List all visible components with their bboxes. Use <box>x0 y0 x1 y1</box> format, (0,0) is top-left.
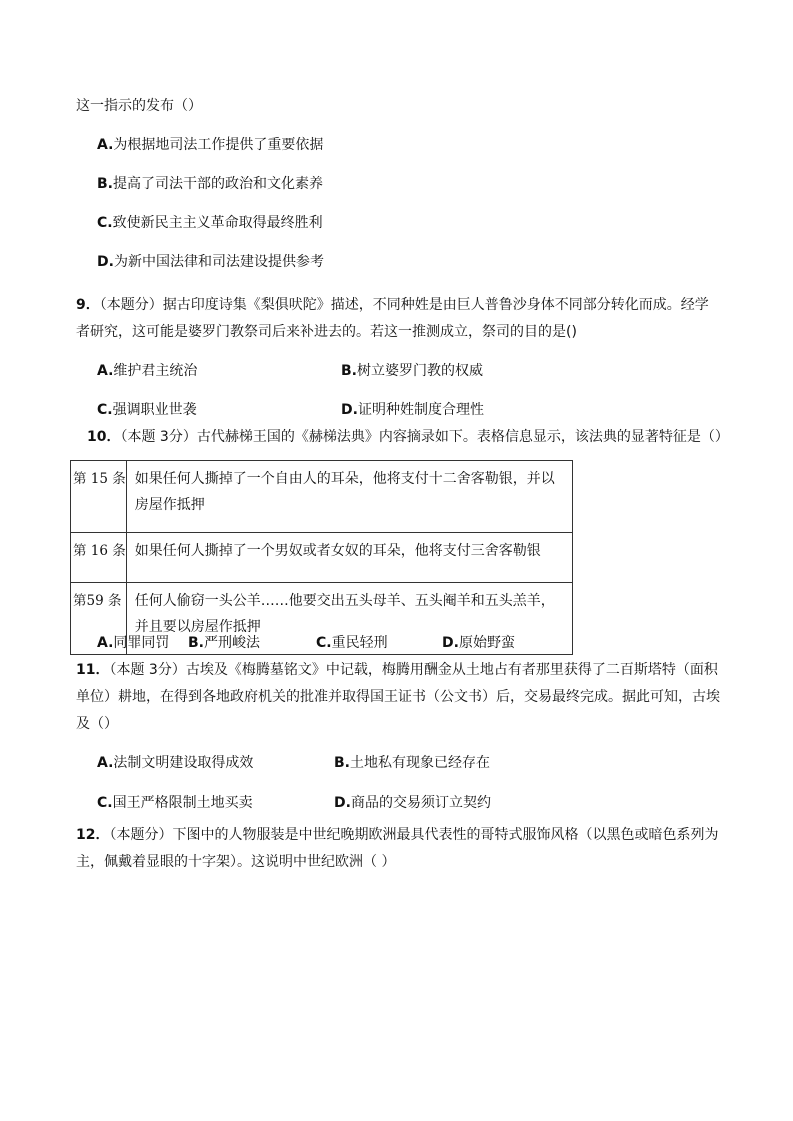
option-letter: D. <box>341 402 358 418</box>
q11-option-d <box>334 793 491 813</box>
q10-option-c <box>316 633 388 653</box>
option-text: 同罪同罚 <box>113 635 170 651</box>
question-number: 11． <box>76 662 110 678</box>
law-excerpt-table <box>70 460 573 655</box>
q9-option-c <box>97 400 197 420</box>
article-number: 第59 条 <box>71 583 127 655</box>
option-letter: B. <box>334 755 350 771</box>
q10-option-b <box>188 633 260 653</box>
table-row <box>71 533 573 583</box>
option-text: 提高了司法干部的政治和文化素养 <box>113 176 323 192</box>
q11-stem-line-3: 及（） <box>76 716 118 732</box>
option-text: 致使新民主主义革命取得最终胜利 <box>112 215 323 231</box>
question-number: 10． <box>87 429 121 445</box>
q12-stem-line-2: 主，佩戴着显眼的十字架）。这说明中世纪欧洲（ ） <box>76 854 396 870</box>
q9-option-b <box>341 361 483 381</box>
option-text: 为新中国法律和司法建设提供参考 <box>113 254 324 270</box>
q11-option-a <box>97 753 253 773</box>
q10-option-d <box>442 633 515 653</box>
option-letter: A. <box>97 363 114 379</box>
option-text: 为根据地司法工作提供了重要依据 <box>113 137 324 153</box>
option-letter: C. <box>97 402 113 418</box>
article-number: 第 16 条 <box>71 533 127 583</box>
question-number: 9． <box>76 297 100 313</box>
option-letter: A. <box>97 755 114 771</box>
article-text: 如果任何人撕掉了一个自由人的耳朵，他将支付十二舍客勒银，并以房屋作抵押 <box>126 461 572 533</box>
q11-stem-line-1 <box>76 660 718 680</box>
q12-stem-text: （本题分）下图中的人物服装是中世纪晚期欧洲最具代表性的哥特式服饰风格（以黑色或暗色系列为 <box>109 827 719 843</box>
option-letter: D. <box>442 635 459 651</box>
q11-option-c <box>97 793 253 813</box>
option-text: 维护君主统治 <box>113 363 198 379</box>
q9-stem-line-1 <box>76 295 709 315</box>
q11-option-b <box>334 753 490 773</box>
option-text: 重民轻刑 <box>331 635 388 651</box>
option-letter: D. <box>97 254 114 270</box>
q10-option-a <box>97 633 169 653</box>
q8-stem-tail: 这一指示的发布（） <box>76 98 202 114</box>
option-letter: B. <box>188 635 204 651</box>
q11-stem-text: （本题 3分）古埃及《梅腾墓铭文》中记载，梅腾用酬金从土地占有者那里获得了二百斯塔特（面积 <box>109 662 718 678</box>
option-letter: B. <box>341 363 357 379</box>
q8-option-b <box>97 174 323 194</box>
option-text: 强调职业世袭 <box>112 402 197 418</box>
q8-option-a <box>97 135 323 155</box>
option-letter: B. <box>97 176 113 192</box>
q11-stem-line-2: 单位）耕地，在得到各地政府机关的批准并取得国王证书（公文书）后，交易最终完成。据此可知，古埃 <box>76 689 720 705</box>
q9-stem-line-2: 者研究，这可能是婆罗门教祭司后来补进去的。若这一推测成立，祭司的目的是() <box>76 324 577 340</box>
q8-option-d <box>97 252 324 272</box>
q8-option-c <box>97 213 323 233</box>
option-text: 国王严格限制土地买卖 <box>112 795 253 811</box>
option-text: 证明种姓制度合理性 <box>357 402 484 418</box>
article-text: 任何人偷窃一头公羊……他要交出五头母羊、五头阉羊和五头羔羊，并且要以房屋作抵押 <box>126 583 572 655</box>
option-text: 商品的交易须订立契约 <box>350 795 491 811</box>
q10-stem-line-1 <box>87 427 729 447</box>
article-number: 第 15 条 <box>71 461 127 533</box>
q9-stem-text: （本题分）据古印度诗集《梨俱吠陀》描述，不同种姓是由巨人普鲁沙身体不同部分转化而成。经学 <box>99 297 709 313</box>
option-text: 严刑峻法 <box>204 635 260 651</box>
option-letter: D. <box>334 795 351 811</box>
option-text: 树立婆罗门教的权威 <box>357 363 483 379</box>
question-number: 12． <box>76 827 110 843</box>
option-letter: A. <box>97 635 114 651</box>
option-letter: C. <box>97 795 113 811</box>
table-row <box>71 461 573 533</box>
q10-stem-text: （本题 3分）古代赫梯王国的《赫梯法典》内容摘录如下。表格信息显示，该法典的显著特征是（） <box>120 429 729 445</box>
q12-stem-line-1 <box>76 825 718 845</box>
article-text: 如果任何人撕掉了一个男奴或者女奴的耳朵，他将支付三舍客勒银 <box>126 533 572 583</box>
option-letter: A. <box>97 137 114 153</box>
option-letter: C. <box>97 215 113 231</box>
option-text: 原始野蛮 <box>458 635 515 651</box>
option-text: 法制文明建设取得成效 <box>113 755 254 771</box>
q9-option-a <box>97 361 197 381</box>
option-text: 土地私有现象已经存在 <box>350 755 490 771</box>
q9-option-d <box>341 400 484 420</box>
option-letter: C. <box>316 635 332 651</box>
